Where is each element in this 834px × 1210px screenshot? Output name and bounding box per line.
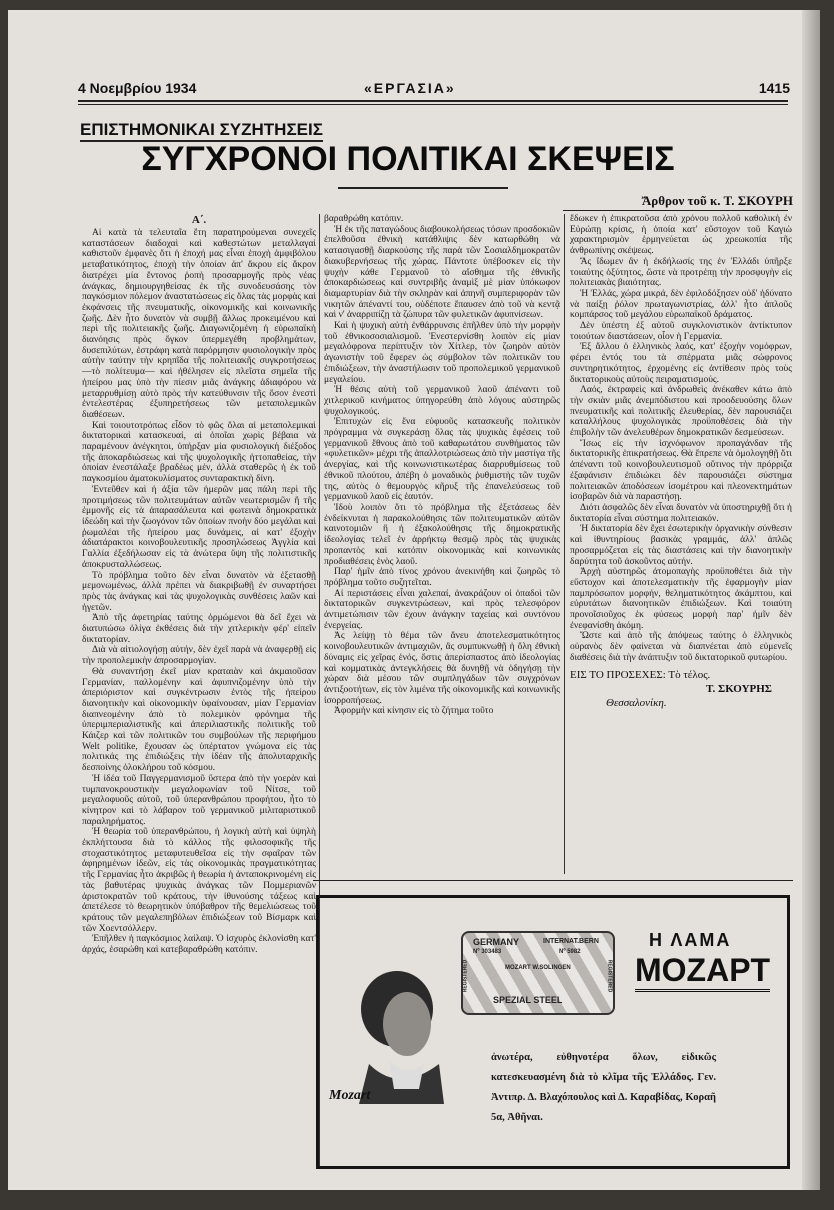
- paragraph: Ὥστε καὶ ἀπὸ τῆς ἀπόψεως ταύτης ὁ ἑλληνικὸς οὐρανὸς δὲν φαίνεται νὰ διαπνέεται ἀπὸ εὐμενεῖς διαθέσεις διὰ τὴν ἀνάπτυξιν τοῦ δικτατορικοῦ φυτωρίου.: [570, 631, 792, 663]
- column-1: [82, 214, 316, 956]
- blade-label: SPEZIAL STEEL: [493, 995, 563, 1005]
- byline-rule: [563, 210, 788, 211]
- page-number: 1415: [758, 80, 790, 96]
- paragraph: Διὰ νὰ αἰτιολογήσῃ αὐτήν, δὲν ἐχεῖ παρὰ νὰ ἀναφερθῇ εἰς τὴν προπολεμικὴν ἀπροσαρμογίαν.: [82, 645, 316, 667]
- paragraph: Τὸ πρόβλημα τοῦτο δὲν εἶναι δυνατὸν νὰ ἐξετασθῇ μεμονωμένως, ἀλλὰ πρέπει νὰ διακριβωθῇ ἐν συναρτήσει πρὸς τὰς ἀνάγκας καὶ τὰς ψυχολογικὰς συνθέσεις λαῶν καὶ ἡγετῶν.: [82, 570, 316, 613]
- page-edge: [802, 10, 820, 1190]
- blade-label: Nº 303483: [473, 949, 502, 955]
- ad-brand-name: ΜΟΖΑΡΤ: [635, 952, 770, 992]
- paragraph: Ἀρχὴ αὐστηρῶς ἀτομοπαγὴς προϋποθέτει διὰ τὴν εὔστοχον καὶ ἀποτελεσματικὴν τῆς ἐφαρμογὴν μίαν παμπρόσωπον μορφήν, θεληματικότητος ἀκάμπτου, καὶ εὐρυτάτων διανοητικῶν ἐπιδιώξεων. Καὶ τοιαύτη προνοῖσιοῦχος ἐκ φύσεως μορφὴ παρ' ἡμῖν δὲν ἐνεφανίσθη ἀκόμη.: [570, 567, 792, 631]
- paragraph: Ἐπῆλθεν ἡ παγκόσμιος λαίλαψ. Ὁ ἰσχυρὸς ἐκλονίσθη κατ' ἀρχάς, ἐσαρώθη καὶ κατεβαραθρώθη κατόπιν.: [82, 934, 316, 956]
- paragraph: Ἄς ἴδωμεν ἂν ἡ ἐκδήλωσίς της ἐν Ἑλλάδι ὑπῆρξε τοιαύτης ὀξύτητος, ὥστε νὰ προτρέπῃ τὴν προσφυγὴν εἰς πολιτειακὰς βιαιότητας.: [570, 256, 792, 289]
- article-closing: [570, 668, 792, 710]
- paragraph: Καὶ τοιουτοτρόπως εἶδον τὸ φῶς ὅλαι αἱ μεταπολεμικαὶ δικτατορικαὶ κατασκευαί, αἱ ὁποῖαι χωρὶς βέβαια νὰ παραμένουν ἀνέγκητοι, ὑπήρξαν μία φυσιολογικὴ διέξοδος τῆς ἀποκαρδιώσεως καὶ τῆς ψυχολογικῆς ἡττοπαθείας, τὴν ὁποίαν ἐνεστάλαξε βραδέως μέν, ἀλλὰ σταθερῶς ἡ ἐκ τοῦ παγκοσμίου ἀματοκυλίσματος συνταρακτικὴ δίνη.: [82, 420, 316, 485]
- section-heading: ΕΠΙΣΤΗΜΟΝΙΚΑΙ ΣΥΖΗΤΗΣΕΙΣ: [80, 120, 323, 142]
- author-signature: Τ. ΣΚΟΥΡΗΣ: [706, 682, 772, 695]
- paragraph: Ἡ ἐκ τῆς παταγώδους διαβουκολήσεως τόσων προσδοκιῶν ἐπελθοῦσα ἐθνικὴ κατάθλιψις δὲν κατωρθώθη νὰ κατασιγασθῇ διαρκούσης τῆς παρὰ τῶν Σοσιαλδημοκρατῶν διακυβερνήσεως τῆς χώρας. Πάντοτε ὑπέβοσκεν εἰς τὴν ψυχὴν κάθε Γερμανοῦ τὸ αἴσθημα τῆς ἐθνικῆς ἀποκαρδιώσεως καὶ συντριβῆς ἀναμὶξ μὲ μίαν ὑπόκωφον διαμαρτυρίαν διὰ τὴν σκληρὰν καὶ ἀπηνῆ συμπεριφορὰν τῶν νικητῶν ἀπέναντί του, οὐδέποτε ἔπαυσεν ἀπὸ τοῦ νὰ κεντᾷ καὶ ν' ἀναρριπίζῃ τὰ ζώπυρα τῶν φυλετικῶν ἀφυπνίσεων.: [324, 224, 560, 321]
- blade-label: REGISTERED: [606, 959, 613, 993]
- paragraph: Ἴσως εἰς τὴν ἰσχνόφωνον προπαγάνδαν τῆς δικτατορικῆς ἐπικρατήσεως. Θὰ ἔπρεπε νὰ ὁμολογηθῇ ὅτι ἀπέναντι τοῦ κοινοβουλευτισμοῦ οὕτινος τὴν πρόρριζα ἐξαφάνισιν ἐπιδιώκει δὲν παρουσιάζει σύστημα πολιτειακῶν ἀποδόσεων ἰσομέτρου καὶ πλεονεκτημάτων ἰσοβαρῶν διὰ νὰ παραστήσῃ.: [570, 438, 792, 503]
- blade-label: INTERNAT.BERN: [543, 938, 599, 945]
- header-rule-thin: [78, 104, 788, 105]
- paragraph: Ἀς λείψῃ τὸ θέμα τῶν ἄνευ ἀποτελεσματικότητος κοινοβουλευτικῶν ἀντιμαχιῶν, ἂς συμπυκνωθῇ ἡ ὅλη ἐθνικὴ δύναμις εἰς χεῖρας ἑνός, ὅστις ἀπερίσπαστος ἀπὸ ἰδεολογίας καὶ κομματικὰς ἀντεγκλήσεις θὰ δυνηθῇ νὰ ὁδηγήσῃ τὴν χώραν διὰ μέσου τῶν συμπληγάδων τῶν συγχρόνων ἀντιξοοτήτων, εἰς τὸν λιμένα τῆς οἰκονομικῆς καὶ κοινωνικῆς ἰσορροπήσεως.: [324, 631, 560, 706]
- page-header: [68, 80, 790, 102]
- paragraph: Ἡ Ἑλλάς, χώρα μικρά, δὲν ἐφιλοδόξησεν οὐδ' ἠδύνατο νὰ παίξῃ ῥόλον πρωταγωνιστρίας, ἀλλ' ἦτο ἁπλοῦς κομπάρσος τοῦ μεγάλου εὐρωπαϊκοῦ δράματος.: [570, 288, 792, 321]
- blade-label: Nº 5982: [559, 949, 581, 955]
- ad-area: [313, 880, 793, 1169]
- paragraph: Ἀπὸ τῆς ἀφετηρίας ταύτης ὁρμώμενοι θὰ δεῖ ἔχει νὰ διατυπώσω ὀλίγα ἐκθέσεις διὰ τὴν χιτλερικὴν φέρ' εἰπεῖν δικτατορίαν.: [82, 613, 316, 645]
- paragraph: Αἱ περιστάσεις εἶναι χαλεπαί, ἀνακράζουν οἱ ὀπαδοὶ τῶν δικτατορικῶν συγκεντρώσεων, καὶ πρὸς τελεσφόρον ἀντιμετώπισιν τῶν ἐχουν ἀνάγκην ταχείας καὶ συντόνου ἐνεργείας.: [324, 588, 560, 631]
- paragraph: Ἡ θέσις αὐτὴ τοῦ γερμανικοῦ λαοῦ ἀπέναντι τοῦ χιτλερικοῦ κινήματος ὑπηγορεύθη ἀπὸ λόγους αὐστηρῶς ψυχολογικούς.: [324, 385, 560, 417]
- paragraph: βαραθρώθη κατόπιν.: [324, 214, 404, 224]
- blade-label: REGISTERED: [462, 959, 469, 993]
- newspaper-page: [8, 10, 820, 1190]
- ad-body-text: ἀνωτέρα, εὐθηνοτέρα ὅλων, εἰδικῶς κατεσκευασμένη διὰ τὸ κλῖμα τῆς Ἑλλάδος. Γεν. Ἀντιπρ. Δ. Βλαχόπουλος καὶ Δ. Καραβίδας, Κοραῆ 5α, Ἀθῆναι.: [491, 1052, 716, 1123]
- paragraph: Ἀφορμὴν καὶ κίνησιν εἰς τὸ ζήτημα τοῦτο: [334, 706, 494, 717]
- continued-note: ΕΙΣ ΤΟ ΠΡΟΣΕΧΕΣ: Τὸ τέλος.: [570, 668, 711, 681]
- paragraph: Διότι ἀσφαλῶς δὲν εἶναι δυνατὸν νὰ ὑποστηριχθῇ ὅτι ἡ δικτατορία εἶναι σύστημα πολιτειακόν.: [570, 502, 792, 524]
- article-title: ΣΥΓΧΡΟΝΟΙ ΠΟΛΙΤΙΚΑΙ ΣΚΕΨΕΙΣ: [141, 140, 675, 178]
- title-rule: [338, 187, 508, 189]
- column-3: [570, 214, 792, 710]
- paragraph: Ἡ ἰδέα τοῦ Παγγερμανισμοῦ ὕστερα ἀπὸ τὴν γοερὰν καὶ τυμπανοκρουστικὴν μεγαλοφωνίαν τοῦ Νίτσε, τοῦ μεγαλοφυοῦς αὐτοῦ, τοῦ ὑπερανθρώπου προφήτου, ἦτο τὸ κίνητρον καὶ τὸ λάβαρον τοῦ γερμανικοῦ μιλιταριστικοῦ παραληρήματος.: [82, 773, 316, 827]
- author-location: Θεσσαλονίκη.: [606, 696, 667, 709]
- ad-headline: Η ΛΑΜΑ: [649, 930, 732, 950]
- paragraph: Αἱ κατὰ τὰ τελευταῖα ἔτη παρατηρούμεναι συνεχεῖς καταστάσεων διαδοχαὶ καὶ καθεστώτων μεταλλαγαὶ καθιστοῦν ἐμφανὲς ὅτι ἡ ἐποχή μας εἶναι ἐποχὴ ἀμφιβόλου μεταβατικότητος, ἐποχὴ τὴν ὁποίαν ἀπ' ἄκρου εἰς ἄκρον διατρέχει μία ἔντονος ῥοπὴ προσαρμογῆς πρὸς νέας ἀνάγκας, δημιουργηθείσας ἐκ τῆς συνοδευσάσης τὸν παγκόσμιον πόλεμον ἀναστατώσεως εἰς ὅλας τὰς μορφὰς καὶ ἐκφάνσεις τῆς πνευματικῆς, οἰκονομικῆς καὶ κοινωνικῆς ζωῆς. Δὲν ἦτο δυνατὸν νὰ συμβῇ ἄλλως προκειμένου καὶ περὶ τῆς πολιτειακῆς ζωῆς. Διαγωνιζομένη ἡ εὐρωπαϊκὴ διανόησις πρὸς ὄγκον ὑπερμεγέθη προβλημάτων, δυσεπιλύτων, ἐστράφη κατὰ παρόρμησιν φυσιολογικὴν πρὸς αὐτὴν ταύτην τὴν κρηπῖδα τῆς πολιτειακῆς συγκροτήσεως —τὸ πολίτευμα— καὶ ἠθέλησεν εἰς πλεῖστα σημεῖα τῆς ἠπείρου μας ὑπὸ τὴν πίεσιν μιᾶς ἀνάγκης ἀδιαφόρου νὰ μεταρρυθμίσῃ αὐτὸ πρὸς τὴν κατεύθυνσιν τῆς ὅσον ἐνεστὶ ἐντελεστέρας ἐξυπηρετήσεως τῶν μεταπολεμικῶν διαθέσεων.: [82, 228, 316, 420]
- blade-label: MOZART W.SOLINGEN: [505, 965, 571, 971]
- column-divider: [564, 214, 565, 874]
- newspaper-name: «ΕΡΓΑΣΙΑ»: [364, 80, 456, 96]
- byline: Ἄρθρον τοῦ κ. Τ. ΣΚΟΥΡΗ: [641, 193, 793, 208]
- part-heading: Α΄.: [191, 214, 207, 226]
- paragraph: Ἰδοὺ λοιπὸν ὅτι τὸ πρόβλημα τῆς ἐξετάσεως δὲν ἐνδείκνυται ἡ παρακολούθησις τῶν πολιτευματικῶν αὐτῶν καινοτομιῶν ἢ ἡ ἐξακολούθησις τῆς δημοκρατικῆς ἰδεολογίας τελεῖ ἐν ἀρρήκτῳ θεσμῷ πρὸς τὰς ψυχικὰς προπαντὸς καὶ κατόπιν οἰκονομικὰς καὶ κοινωνικὰς προδιαθέσεις ἑνὸς λαοῦ.: [324, 502, 560, 567]
- column-2: [324, 214, 560, 717]
- paragraph: Παρ' ἡμῖν ἀπὸ τίνος χρόνου ἀνεκινήθη καὶ ζωηρῶς τὸ πρόβλημα τοῦτο συζητεῖται.: [324, 567, 560, 588]
- paragraph: Ἡ θεωρία τοῦ ὑπερανθρώπου, ἡ λογικὴ αὐτὴ καὶ ὑψηλὴ ἐκπλήττουσα διὰ τὸ κάλλος τῆς φιλοσοφικῆς τῆς στοχαστικότητος μεταφυτευθεῖσα εἰς τὴν σφαῖραν τῶν ἀφηρημένων ἰδεῶν, εἰς τὰς οἰκονομικὰς πραγματικότητας τῆς Γερμανίας ἦτο ἀκριβῶς ἡ θεωρία ἡ ἀνταποκρινομένη εἰς τὰς βαθυτέρας ψυχικὰς ἀνάγκας τῶν Πομμεριανῶν ἀριστοκρατῶν τοῦ κράτους, τὴν ἰθυνούσης τάξεως καὶ ἀπετέλεσε τὸ θεωρητικὸν ὑπόβαθρον τῆς θεμελιώσεως τοῦ κράτους τῶν μεγαλεπηβόλων ἐπιδιώξεων τοῦ Βίσμαρκ καὶ τῶν Χοεντσόλλερν.: [82, 827, 316, 934]
- header-rule: [78, 100, 788, 102]
- paragraph: Ἐξ ἄλλου ὁ ἑλληνικὸς λαός, κατ' ἐξοχὴν νομόφρων, φέρει ἐντός του τὰ σπέρματα μιᾶς σώφρονος συντηρητικότητος, ἐρχομένης εἰς ἀντίθεσιν πρὸς τοὺς δικτατορικοὺς αὐτοὺς πειραματισμούς.: [570, 342, 792, 385]
- blade-label: GERMANY: [473, 937, 520, 947]
- paragraph: Λαός, ἐκτραφεὶς καὶ ἀνδρωθεὶς ἀνέκαθεν κάτω ἀπὸ τὴν σκιὰν μιᾶς ἀνεμπόδιστου καὶ προοδευούσης ὅλων πνευματικῆς καὶ πολιτικῆς ἐλευθερίας, δὲν παρουσιάζει καταλλήλους ψυχολογικὰς προϋποθέσεις διὰ τὴν ἐπιβολὴν τῶν ἀνελευθέρων δημοκρατικῶν δεσμεύσεων.: [570, 385, 792, 439]
- paragraph: Ἐντεῦθεν καὶ ἡ ἀξία τῶν ἡμερῶν μας πάλη περὶ τῆς προτιμήσεως τῶν πολιτευμάτων αὐτῶν νεωτερισμῶν ἢ τῆς ἐμμονῆς εἰς τὰ ἀπαρασάλευτα καὶ φωτεινὰ δημοκρατικὰ ἰδεώδη καὶ τὴν ζωογόνον τῶν ὁποίων πνοὴν δύο μεγάλαι καὶ ῥωμαλέαι τῆς ἠπείρου μας δυνάμεις, αἱ κατ' ἐξοχὴν ἀδιατάρακτοι κοινοβουλευτικῆς προσηλώσεως Ἀγγλία καὶ Γαλλία ἐξεδήλωσαν εἰς τὰ ἀνώτερα ὕψη τῆς πολιτιστικῆς ἀποκρυσταλλώσεως.: [82, 484, 316, 570]
- paragraph: Καὶ ἡ ψυχικὴ αὐτὴ ἐνθάρρυνσις ἐπῆλθεν ὑπὸ τὴν μορφὴν τοῦ ἐθνικοσοσιαλισμοῦ. Ἐνεστερνίσθη λοιπὸν εἰς μίαν μεγαλόφρονα περίπτυξιν τὸν Χίτλερ, τὸν ζωηρὸν αὐτὸν ἀγωνιστὴν τοῦ ἔφερεν ὡς σύμβολον τῶν πολιτικῶν του ἐπιδιώξεων, τὴν ἀναστήλωσιν τοῦ προπολεμικοῦ γερμανικοῦ μεγαλείου.: [324, 321, 560, 385]
- razor-blade-image: [461, 931, 615, 1015]
- paragraph: Ἡ δικτατορία δὲν ἔχει ἐσωτερικὴν ὀργανικὴν σύνθεσιν καὶ ἰθυντηρίους βασικὰς γραμμάς, ἀλλ' ἁπλῶς προσαρμόζεται εἰς τὰς διαστάσεις καὶ τὴν διανοητικὴν δαρύτητα τοῦ ἀσκοῦντος αὐτήν.: [570, 524, 792, 567]
- paragraph: ἔδωκεν ἡ ἐπικρατοῦσα ἀπὸ χρόνου πολλοῦ καθολικὴ ἐν Εὐρώπῃ κρίσις, ἡ ὁποία κατ' εὔστοχον τοῦ Καγιὼ χαρακτηρισμὸν ἑρμηνεύεται ὡς χρεωκοπία τῆς ἀνθρωπίνης σκέψεως.: [570, 214, 792, 257]
- mozart-blade-advertisement: [316, 895, 790, 1169]
- paragraph: Ἐπιτυχὼν εἰς ἕνα εὐφυοῦς κατασκευῆς πολιτικὸν πρόγραμμα νὰ συγκεράσῃ ὅλας τὰς ψυχικὰς ἐφέσεις τοῦ γερμανικοῦ ἔθνους ἀπὸ τοῦ καθαρωτάτου συνθήματος τῶν «φυλετικῶν» μέχρι τῆς ἀπαλλοτριώσεως ἀπὸ τὴν μαστίγα τῆς ἀνεργίας, καὶ τῆς κοινωνιστικωτέρας διαρρυθμίσεως τοῦ ἐθνικοῦ πλούτου, ἀπέβη ὁ μοναδικὸς ῥυθμιστὴς τῶν τυχῶν της, αὐτὸς ὁ θεμουργὸς κῆρυξ τῆς ἐπανελεύσεως τοῦ γερμανικοῦ λαοῦ εἰς ἑαυτόν.: [324, 417, 560, 503]
- portrait-signature: Mozart: [329, 1088, 371, 1103]
- paragraph: Θὰ συναντήσῃ ἐκεῖ μίαν κραταιὰν καὶ ἀκμαιοῦσαν Γερμανίαν, παλλομένην καὶ ἀφυπνιζομένην ὑπὸ τὴν ἀπεριόριστον καὶ συγκέντρωσιν ἐντὸς τῆς ἠπείρου διανοητικὴν καὶ οἰκονομικὴν ὑφαίνουσαν, μίαν Γερμανίαν διαπνεομένην ἀπὸ τὸ πολεμικὸν φρόνημα τῆς ὑπεριμπεριαλιστικῆς καὶ ἀπεριλιαστικῆς πολιτικῆς τοῦ Κάιζερ καὶ τῶν πολιτικῶν του συμβούλων τῆς περιφήμου Welt politike, ἔχουσαν ὡς ὑπέρτατον γνώμονα εἰς τὰς πολιτικάς της ἐπιδιώξεις τὴν ἰδέαν τῆς ἀπολυταρχικῆς δεσποίνης ὁλοκλήρου τοῦ κόσμου.: [82, 666, 316, 774]
- paragraph: Δὲν ὑπέστη ἐξ αὐτοῦ συγκλονιστικὸν ἀντίκτυπον τοιούτων διαστάσεων, οἷον ἡ Γερμανία.: [570, 321, 792, 342]
- issue-date: 4 Νοεμβρίου 1934: [78, 80, 197, 96]
- ad-separator: [313, 880, 793, 881]
